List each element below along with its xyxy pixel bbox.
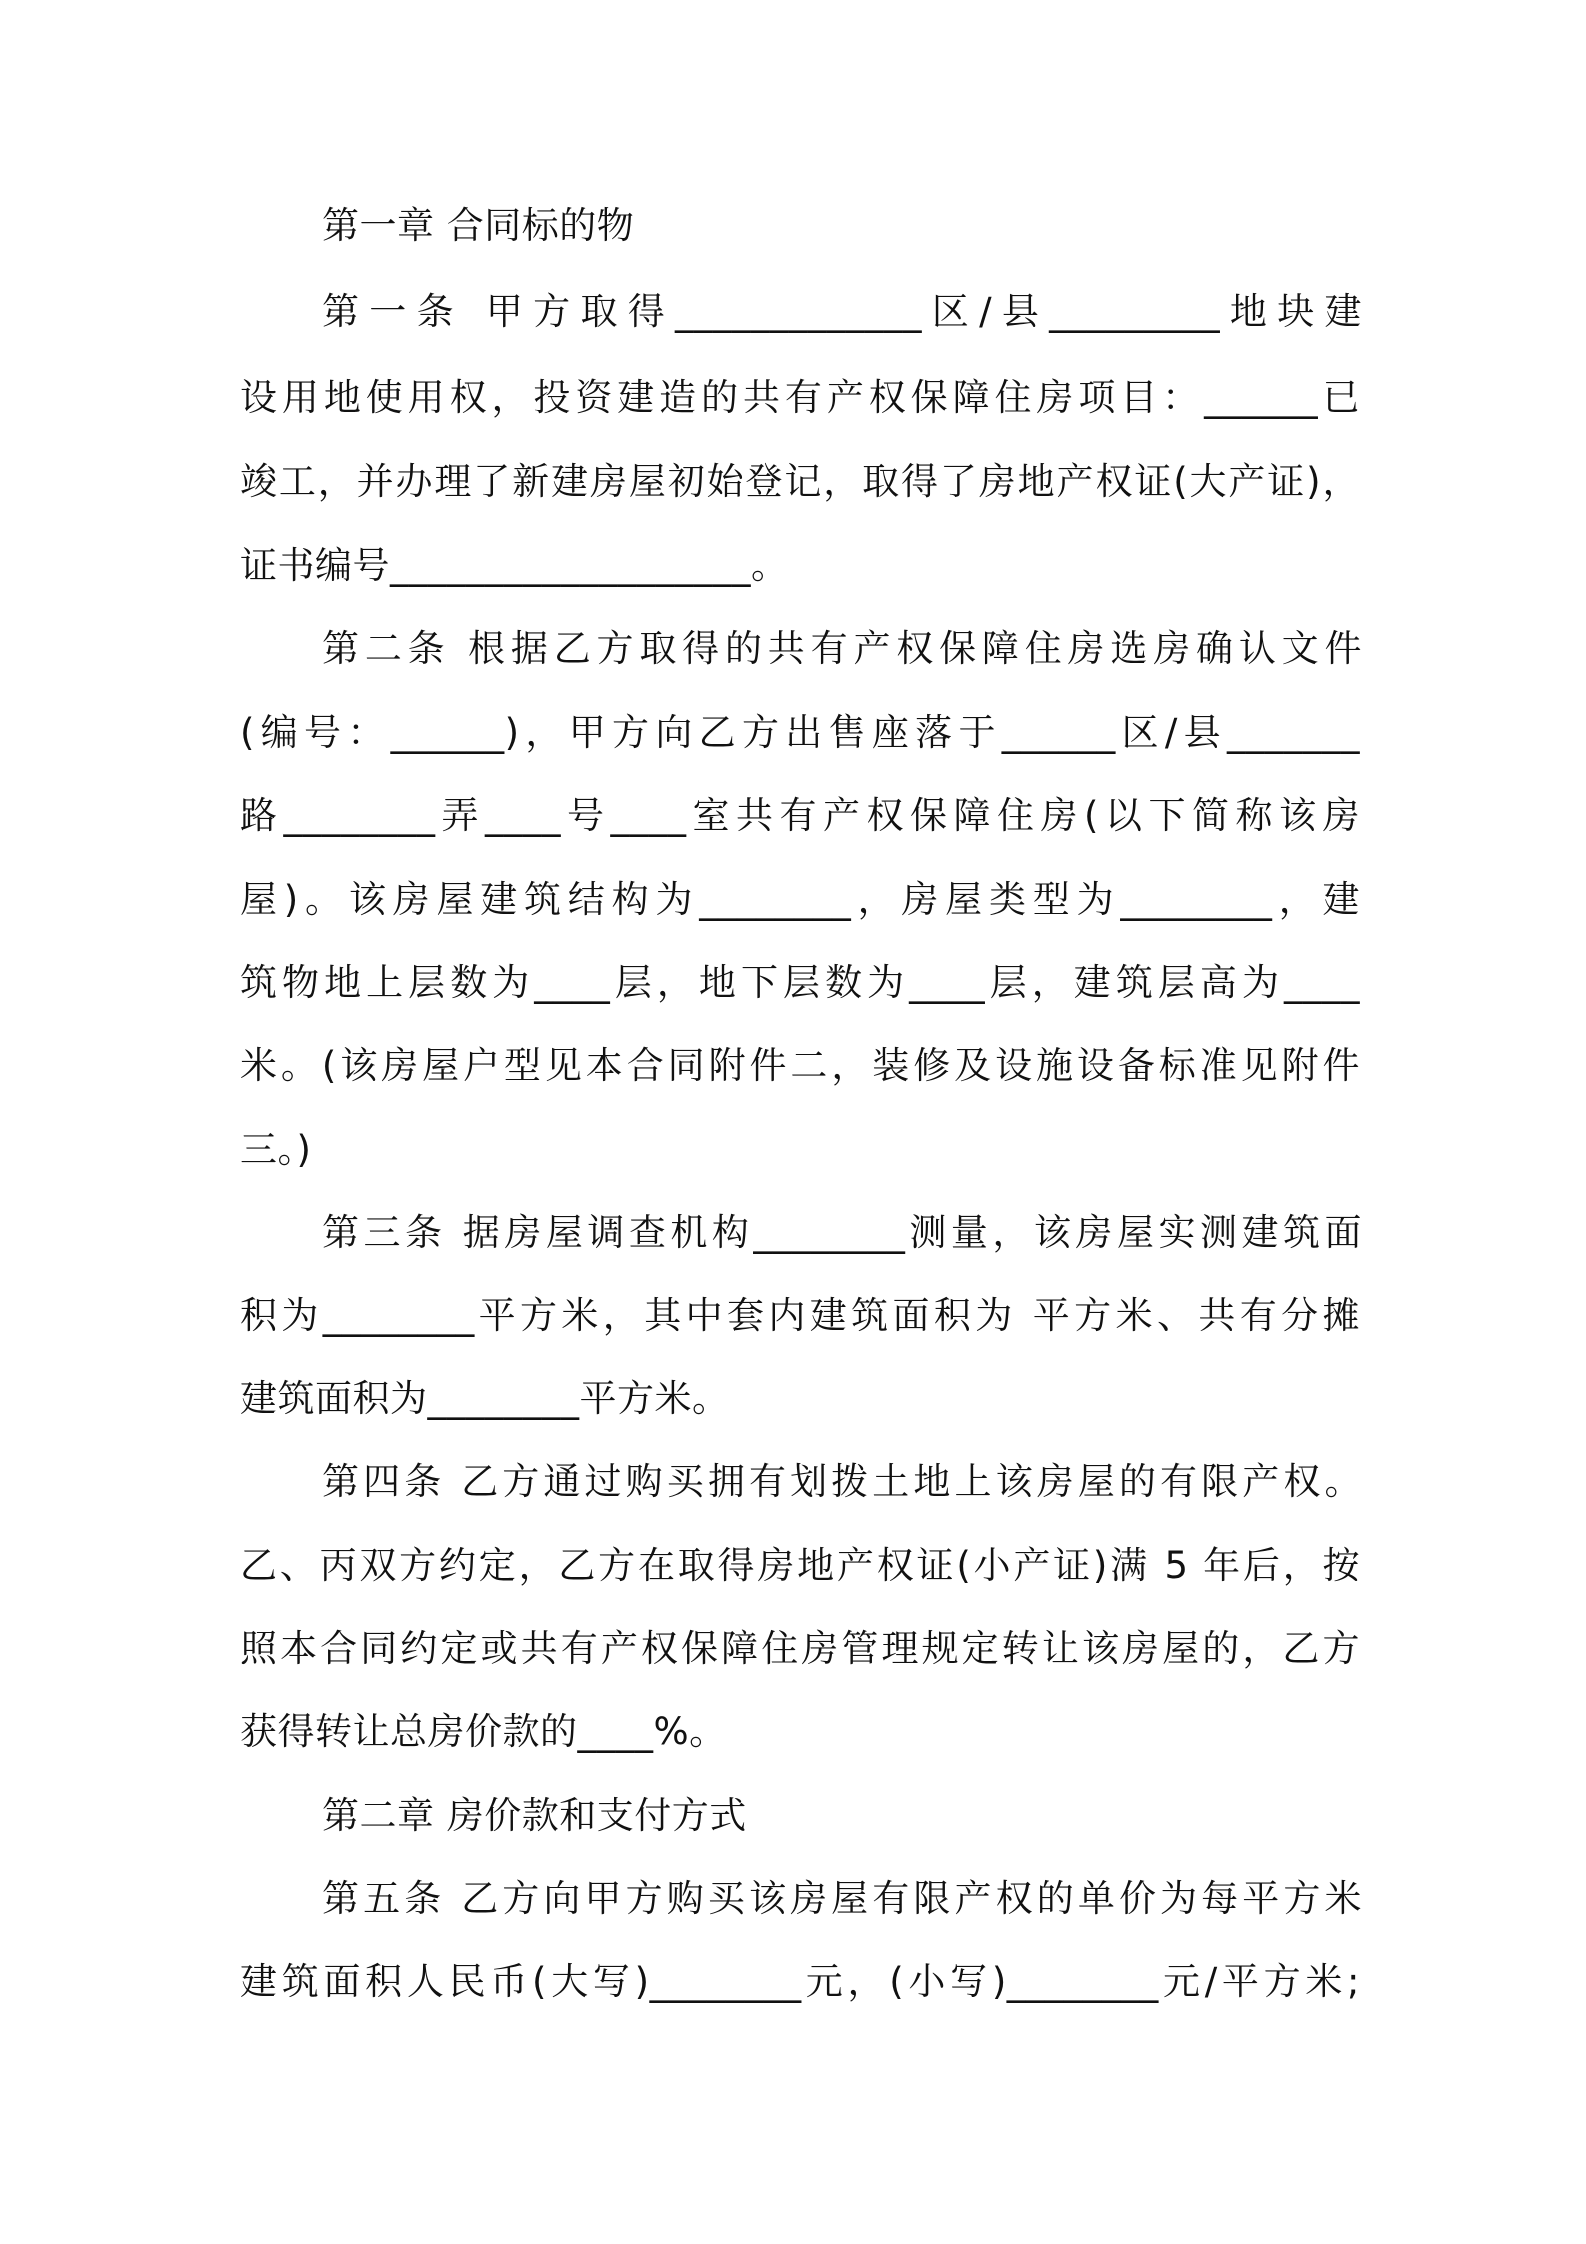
article-2-line-3: 路________弄____号____室共有产权保障住房(以下简称该房 xyxy=(240,794,1360,837)
article-2-line-7: 三。) xyxy=(240,1128,312,1171)
article-1-line-2: 设用地使用权，投资建造的共有产权保障住房项目：______已 xyxy=(240,376,1360,419)
chapter-1-heading: 第一章 合同标的物 xyxy=(322,204,635,247)
article-4-line-4: 获得转让总房价款的____%。 xyxy=(240,1710,727,1753)
article-2-line-6: 米。(该房屋户型见本合同附件二，装修及设施设备标准见附件 xyxy=(240,1044,1360,1087)
article-3-line-3: 建筑面积为________平方米。 xyxy=(240,1377,730,1420)
article-1-line-3: 竣工，并办理了新建房屋初始登记，取得了房地产权证(大产证)， xyxy=(240,460,1360,503)
article-1-line-4: 证书编号___________________。 xyxy=(240,544,789,587)
article-4-line-3: 照本合同约定或共有产权保障住房管理规定转让该房屋的，乙方 xyxy=(240,1627,1360,1670)
article-2-line-2: (编号：______)，甲方向乙方出售座落于______区/县_______ xyxy=(240,711,1360,754)
article-5-line-2: 建筑面积人民币(大写)________元，(小写)________元/平方米; xyxy=(240,1960,1360,2003)
article-2-line-4: 屋)。该房屋建筑结构为________，房屋类型为________，建 xyxy=(240,878,1360,921)
article-3-line-2: 积为________平方米，其中套内建筑面积为 平方米、共有分摊 xyxy=(240,1294,1360,1337)
article-5-line-1: 第五条 乙方向甲方购买该房屋有限产权的单价为每平方米 xyxy=(322,1877,1362,1920)
chapter-2-heading: 第二章 房价款和支付方式 xyxy=(322,1794,747,1837)
article-4-line-2: 乙、丙双方约定，乙方在取得房地产权证(小产证)满 5 年后，按 xyxy=(240,1544,1360,1587)
article-1-line-1: 第一条 甲方取得_____________区/县_________地块建 xyxy=(322,290,1362,333)
article-4-line-1: 第四条 乙方通过购买拥有划拨土地上该房屋的有限产权。 xyxy=(322,1460,1362,1503)
article-2-line-5: 筑物地上层数为____层，地下层数为____层，建筑层高为____ xyxy=(240,961,1360,1004)
article-3-line-1: 第三条 据房屋调查机构________测量，该房屋实测建筑面 xyxy=(322,1211,1362,1254)
article-2-line-1: 第二条 根据乙方取得的共有产权保障住房选房确认文件 xyxy=(322,627,1362,670)
